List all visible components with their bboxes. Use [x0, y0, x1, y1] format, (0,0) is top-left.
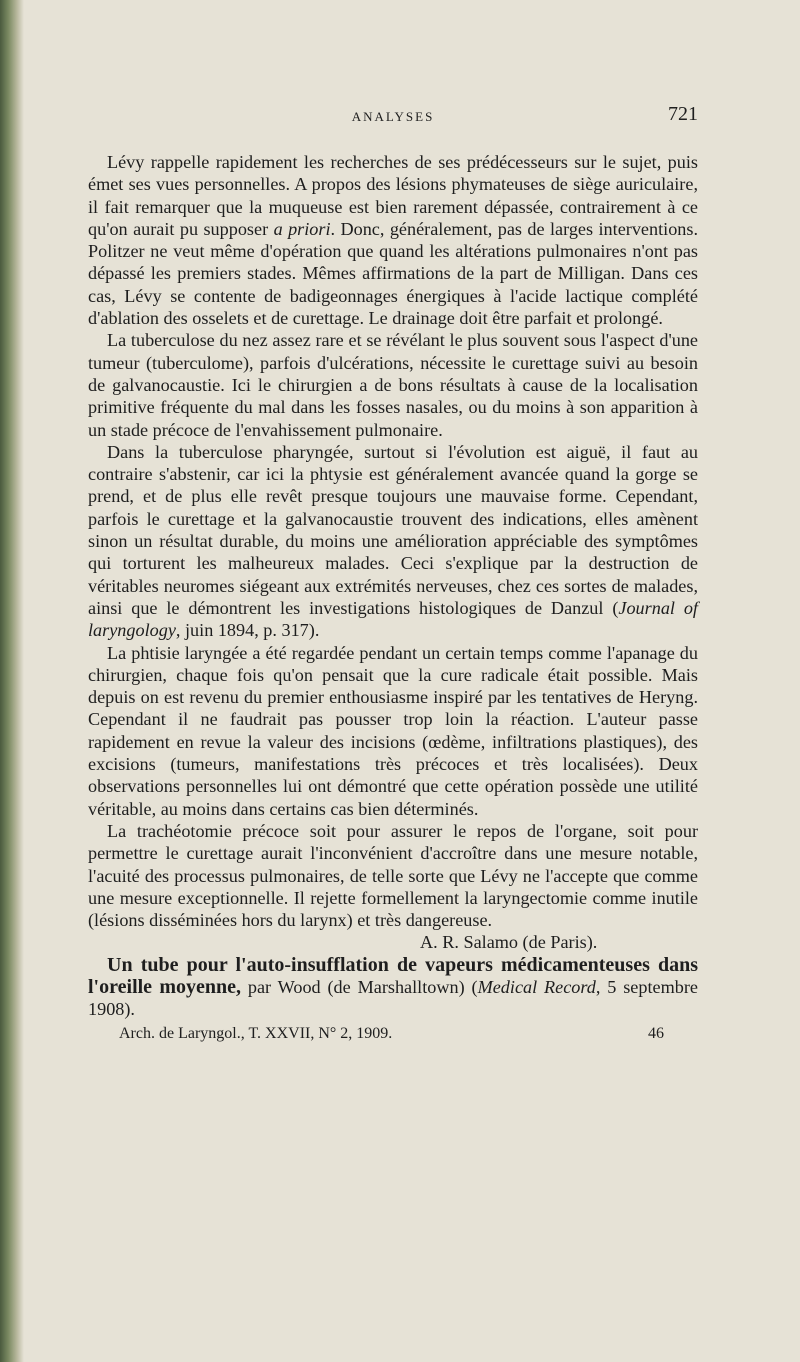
paragraph: Lévy rappelle rapidement les recherches de ses prédécesseurs sur le sujet, puis émet ses vues personnelles. A propos des lésions phymateuses de siège auriculaire, il fait remarquer que la muqueuse est bien rarement dépassée, contrairement à ce qu'on aurait pu supposer a priori. Donc, généralement, pas de larges interventions. Politzer ne veut même d'opération que quand les altérations pulmonaires n'ont pas dépassé les premiers stades. Mêmes affirmations de la part de Milligan. Dans ces cas, Lévy se contente de badigeonnages énergiques à l'acide lactique complété d'ablation des osselets et de curettage. Le drainage doit être parfait et prolongé.: [88, 152, 699, 329]
page-number: 721: [668, 103, 698, 125]
paragraph: Dans la tuberculose pharyngée, surtout si l'évolution est aiguë, il faut au contraire s'abstenir, car ici la phtysie est généralement avancée quand la gorge se prend, et de plus elle revêt presque toujours une mauvaise forme. Cependant, parfois le curettage et la galvanocaustie trouvent des indications, elles amènent sinon un résultat durable, du moins une amélioration appréciable des symptômes qui torturent les malheureux malades. Ceci s'explique par la destruction de véritables neuromes siégeant aux extrémités nerveuses, chez ces sortes de malades, ainsi que le démontrent les investigations histologiques de Danzul (Journal of laryngology, juin 1894, p. 317).: [88, 441, 698, 641]
sheet-number: 46: [648, 1024, 664, 1042]
article-title-paragraph: Un tube pour l'auto-insufflation de vapeurs médicamenteuses dans l'oreille moyenne, par Wood (de Marshalltown) (Medical Record, 5 septembre 1908).: [88, 953, 698, 1020]
author-signature: A. R. Salamo (de Paris).: [420, 932, 598, 953]
page-footer: [88, 1023, 698, 1047]
footer-journal: Arch. de Laryngol., T. XXVII, N° 2, 1909.: [119, 1024, 393, 1042]
article-source: Medical Record: [477, 976, 596, 997]
paragraph: La phtisie laryngée a été regardée pendant un certain temps comme l'apanage du chirurgien, chaque fois qu'on pensait que la cure radicale était possible. Mais depuis on est revenu du premier enthousiasme inspiré par les tentatives de Heryng. Cependant il ne faudrait pas pousser trop loin la réaction. L'auteur passe rapidement en revue la valeur des incisions (œdème, infiltrations plastiques), des excisions (tumeurs, manifestations très précoces et très localisées). Deux observations personnelles lui ont démontré que cette opération possède une utilité véritable, au moins dans certains cas bien déterminés.: [88, 642, 698, 819]
page-header: [88, 103, 698, 133]
paragraph: La tuberculose du nez assez rare et se révélant le plus souvent sous l'aspect d'une tumeur (tuberculome), parfois d'ulcérations, nécessite le curettage suivi au besoin de galvanocaustie. Ici le chirurgien a de bons résultats à cause de la localisation primitive fréquente du mal dans les fosses nasales, ou du moins à son apparition à un stade précoce de l'envahissement pulmonaire.: [88, 330, 698, 440]
running-title: ANALYSES: [351, 109, 435, 124]
paragraph: La trachéotomie précoce soit pour assurer le repos de l'organe, soit pour permettre le curettage aurait l'inconvénient d'accroître dans une mesure notable, l'acuité des processus pulmonaires, de telle sorte que Lévy ne l'accepte que comme une mesure exceptionnelle. Il rejette formellement la laryngectomie comme inutile (lésions disséminées hors du larynx) et très dangereuse.: [88, 820, 698, 931]
body-text: [88, 151, 698, 1047]
article-author: Wood: [277, 976, 321, 997]
article-title: Un tube pour l'auto-insufflation de vapeurs médicamenteuses dans l'oreille moyenne,: [88, 953, 698, 998]
